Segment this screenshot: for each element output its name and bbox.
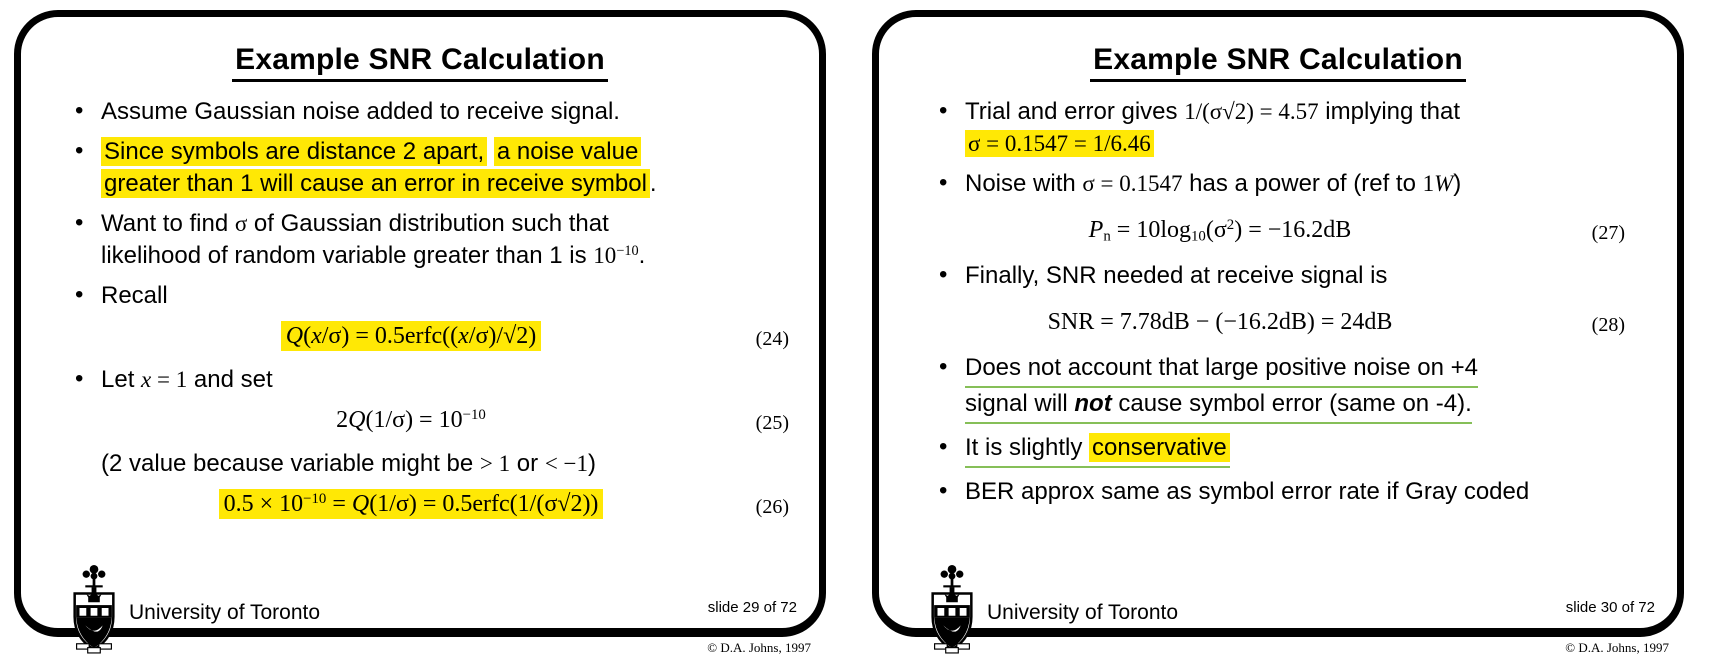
math-subscript: n — [1103, 228, 1111, 245]
math-run: = — [326, 491, 352, 517]
bullet-line — [101, 96, 789, 128]
bullet-line — [101, 240, 789, 272]
equation-27-row — [937, 214, 1653, 246]
slide-body — [937, 96, 1653, 508]
equation-27 — [1089, 217, 1352, 243]
text-run: Finally, SNR needed at receive signal is — [965, 262, 1388, 289]
text-run: (2 value because variable might be — [101, 450, 480, 477]
math-exponent: −10 — [303, 490, 327, 507]
slide-29-panel — [14, 10, 826, 655]
text-run: or — [510, 450, 545, 477]
equation-26-row — [73, 488, 789, 520]
slide-title-wrap — [879, 43, 1677, 82]
slide-body — [73, 96, 789, 520]
slide-30-panel — [872, 10, 1684, 655]
uoft-crest-icon — [65, 562, 123, 654]
math-run: < −1 — [544, 451, 589, 476]
text-run: has a power of (ref to — [1182, 170, 1423, 197]
green-underline-run — [965, 388, 1472, 424]
text-run: Assume Gaussian noise added to receive signal. — [101, 98, 620, 125]
text-run: signal will — [965, 390, 1075, 417]
math-run: 1 — [1422, 171, 1435, 196]
bullet-item — [937, 168, 1653, 200]
text-run: Want to find — [101, 210, 235, 237]
text-run: Recall — [101, 282, 168, 309]
math-run: 0.5 × 10 — [223, 491, 304, 517]
text-run — [487, 138, 494, 165]
math-run: (σ — [1205, 217, 1227, 243]
equation-25-row — [73, 404, 789, 436]
slide-number-label: slide 30 of 72 — [1565, 599, 1655, 616]
math-var: P — [1088, 217, 1104, 243]
text-run: It is slightly — [965, 434, 1090, 461]
copyright-notice: © D.A. Johns, 1997 — [1565, 640, 1669, 655]
equation-28 — [1048, 309, 1393, 335]
slide-title: Example SNR Calculation — [232, 43, 608, 82]
equation-number: (24) — [755, 328, 789, 350]
bullet-item — [73, 364, 789, 396]
equation-25 — [336, 407, 486, 433]
text-run: . — [649, 170, 657, 197]
bullet-line — [965, 388, 1653, 424]
math-exponent: 2 — [1226, 216, 1235, 233]
math-run: 2 — [336, 407, 349, 433]
math-var: W — [1434, 171, 1454, 196]
bullet-item — [73, 280, 789, 312]
bullet-line — [101, 364, 789, 396]
green-underline-run — [965, 432, 1230, 468]
bullet-item — [937, 432, 1653, 468]
text-run: likelihood of random variable greater than 1 is — [101, 242, 594, 269]
bullet-item — [73, 96, 789, 128]
highlight-run: Since symbols are distance 2 apart, — [101, 137, 487, 166]
math-run: σ = 0.1547 — [1082, 171, 1183, 196]
math-var: Q — [351, 491, 370, 517]
bullet-line — [965, 432, 1653, 468]
math-run: SNR = 7.78dB − (−16.2dB) = 24dB — [1047, 309, 1393, 335]
bullet-item — [937, 476, 1653, 508]
slide-title-wrap — [21, 43, 819, 82]
math-var: x — [311, 323, 322, 349]
note-line — [73, 448, 789, 480]
equation-number: (26) — [755, 496, 789, 518]
math-exponent: −10 — [616, 243, 639, 260]
text-run: Does not account that large positive noise on +4 — [965, 354, 1478, 381]
bullet-item — [73, 136, 789, 200]
math-var: Q — [348, 407, 366, 433]
highlight-run: conservative — [1089, 433, 1230, 462]
text-run: cause symbol error (same on -4). — [1111, 390, 1472, 417]
bullet-line — [101, 136, 789, 168]
equation-24 — [281, 321, 542, 351]
highlight-math-run: σ = 0.1547 = 1/6.46 — [965, 130, 1154, 157]
institution-name: University of Toronto — [129, 601, 321, 624]
bullet-line — [965, 352, 1653, 388]
math-run: /σ)/√2) — [468, 323, 537, 349]
math-run: > 1 — [479, 451, 511, 476]
equation-number: (27) — [1591, 222, 1625, 244]
slide-number-label: slide 29 of 72 — [707, 599, 797, 616]
math-run: ( — [303, 323, 312, 349]
slide-title: Example SNR Calculation — [1090, 43, 1466, 82]
text-run: of Gaussian distribution such that — [247, 210, 609, 237]
highlight-run: greater than 1 will cause an error in receive symbol — [101, 169, 650, 198]
text-run: BER approx same as symbol error rate if Gray coded — [965, 478, 1530, 505]
math-subscript: 10 — [1190, 228, 1206, 245]
institution-name: University of Toronto — [987, 601, 1179, 624]
bullet-item — [937, 352, 1653, 424]
math-var: x — [141, 367, 152, 392]
math-run — [593, 243, 638, 268]
copyright-notice: © D.A. Johns, 1997 — [707, 640, 811, 655]
math-var: x — [458, 323, 469, 349]
text-run: Noise with — [965, 170, 1083, 197]
highlight-run: a noise value — [494, 137, 641, 166]
bullet-item — [937, 260, 1653, 292]
bullet-line — [965, 96, 1653, 128]
text-run: . — [638, 242, 646, 269]
bullet-line — [965, 260, 1653, 292]
math-run: = 10log — [1110, 217, 1191, 243]
bullet-line — [965, 168, 1653, 200]
math-run: ) = −16.2dB — [1234, 217, 1352, 243]
bullet-line — [965, 128, 1653, 160]
math-run: = 1 — [151, 367, 188, 392]
text-run: implying that — [1318, 98, 1461, 125]
text-run: and set — [187, 366, 273, 393]
equation-number: (28) — [1591, 314, 1625, 336]
uoft-crest-icon — [923, 562, 981, 654]
math-run: /σ) = 0.5erfc(( — [321, 323, 459, 349]
equation-28-row — [937, 306, 1653, 338]
text-run: Let — [101, 366, 142, 393]
math-run: 1/(σ√2) = 4.57 — [1184, 99, 1319, 124]
math-var: Q — [285, 323, 304, 349]
green-underline-run — [965, 352, 1478, 388]
bullet-item — [937, 96, 1653, 160]
math-base: 10 — [593, 243, 617, 268]
math-run: (1/σ) = 0.5erfc(1/(σ√2)) — [369, 491, 599, 517]
bullet-line — [101, 280, 789, 312]
bullet-line — [101, 168, 789, 200]
text-run: Trial and error gives — [965, 98, 1185, 125]
bullet-item — [73, 208, 789, 272]
equation-24-row — [73, 320, 789, 352]
math-exponent: −10 — [462, 406, 486, 423]
bullet-line — [101, 208, 789, 240]
text-run: ) — [588, 450, 597, 477]
text-run: ) — [1453, 170, 1462, 197]
equation-26 — [219, 489, 604, 519]
equation-number: (25) — [755, 412, 789, 434]
emphasis-run: not — [1074, 390, 1112, 417]
bullet-line — [965, 476, 1653, 508]
math-run: (1/σ) = 10 — [365, 407, 463, 433]
math-run: σ — [234, 211, 248, 236]
